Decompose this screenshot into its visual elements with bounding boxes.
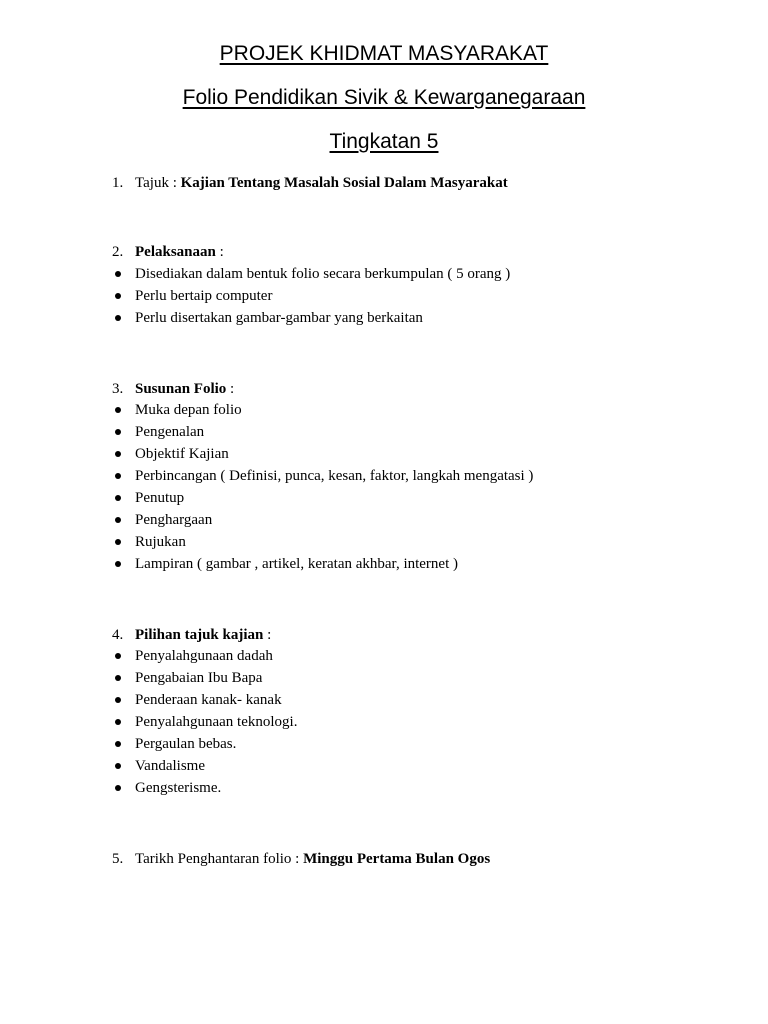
bullet-icon	[115, 697, 121, 703]
bullet-icon	[115, 451, 121, 457]
bullet-icon	[115, 473, 121, 479]
section-number: 2.	[112, 244, 124, 260]
section-suffix: :	[263, 627, 272, 643]
list-item	[112, 421, 732, 443]
list-item	[112, 285, 732, 307]
bullet-icon	[115, 741, 121, 747]
bullet-icon	[115, 675, 121, 681]
bullet-icon	[115, 407, 121, 413]
list-item-text: Penghargaan	[135, 512, 213, 528]
list-item	[112, 487, 732, 509]
list-item-text: Penutup	[135, 490, 185, 506]
list-item	[112, 711, 732, 733]
bullet-icon	[115, 561, 121, 567]
bullet-icon	[115, 293, 121, 299]
list-item	[112, 667, 732, 689]
list-item-text: Muka depan folio	[135, 402, 242, 418]
section-4-text	[135, 624, 271, 646]
list-item	[112, 465, 732, 487]
list-item	[112, 777, 732, 799]
list-item-text: Gengsterisme.	[135, 780, 222, 796]
list-item-text: Disediakan dalam bentuk folio secara berkumpulan ( 5 orang )	[135, 266, 511, 282]
list-item	[112, 755, 732, 777]
list-item-text: Pengenalan	[135, 424, 205, 440]
bullet-icon	[115, 495, 121, 501]
list-item-text: Penyalahgunaan teknologi.	[135, 714, 298, 730]
section-1-heading	[112, 172, 732, 194]
section-label: Pelaksanaan	[135, 244, 216, 260]
list-item-text: Lampiran ( gambar , artikel, keratan akhbar, internet )	[135, 556, 458, 572]
bullet-icon	[115, 719, 121, 725]
list-item-text: Penyalahgunaan dadah	[135, 648, 273, 664]
document-form-level: Tingkatan 5	[329, 130, 439, 153]
list-item-text: Pergaulan bebas.	[135, 736, 237, 752]
section-number: 5.	[112, 851, 124, 867]
section-number: 1.	[112, 175, 124, 191]
list-item-text: Rujukan	[135, 534, 186, 550]
section-5-text	[135, 848, 490, 870]
section-label: Tajuk :	[135, 175, 181, 191]
list-item	[112, 645, 732, 667]
document-title: PROJEK KHIDMAT MASYARAKAT	[219, 42, 549, 65]
bullet-icon	[115, 429, 121, 435]
list-item	[112, 553, 732, 575]
section-1-text	[135, 172, 508, 194]
list-item	[112, 307, 732, 329]
bullet-icon	[115, 517, 121, 523]
list-item	[112, 531, 732, 553]
section-3-text	[135, 378, 234, 400]
section-number: 4.	[112, 627, 124, 643]
bullet-icon	[115, 271, 121, 277]
list-item-text: Perlu disertakan gambar-gambar yang berkaitan	[135, 310, 423, 326]
list-item	[112, 263, 732, 285]
list-item	[112, 509, 732, 531]
section-label: Tarikh Penghantaran folio :	[135, 851, 304, 867]
section-4-heading	[112, 624, 732, 646]
list-item-text: Objektif Kajian	[135, 446, 229, 462]
section-label: Pilihan tajuk kajian	[135, 627, 264, 643]
list-item-text: Perlu bertaip computer	[135, 288, 273, 304]
list-item	[112, 443, 732, 465]
list-item-text: Perbincangan ( Definisi, punca, kesan, faktor, langkah mengatasi )	[135, 468, 534, 484]
bullet-icon	[115, 653, 121, 659]
document-subtitle: Folio Pendidikan Sivik & Kewarganegaraan	[182, 86, 586, 109]
bullet-icon	[115, 315, 121, 321]
section-3-heading	[112, 378, 732, 400]
list-item-text: Pengabaian Ibu Bapa	[135, 670, 263, 686]
list-item-text: Penderaan kanak- kanak	[135, 692, 282, 708]
section-label: Susunan Folio	[135, 381, 227, 397]
list-item	[112, 733, 732, 755]
list-item-text: Vandalisme	[135, 758, 205, 774]
bullet-icon	[115, 785, 121, 791]
section-2-heading	[112, 241, 732, 263]
section-suffix: :	[215, 244, 224, 260]
section-2-text	[135, 241, 224, 263]
section-value: Minggu Pertama Bulan Ogos	[303, 851, 491, 867]
section-suffix: :	[226, 381, 235, 397]
bullet-icon	[115, 763, 121, 769]
section-5-heading	[112, 848, 732, 870]
list-item	[112, 399, 732, 421]
list-item	[112, 689, 732, 711]
bullet-icon	[115, 539, 121, 545]
section-value: Kajian Tentang Masalah Sosial Dalam Masyarakat	[180, 175, 508, 191]
section-number: 3.	[112, 381, 124, 397]
